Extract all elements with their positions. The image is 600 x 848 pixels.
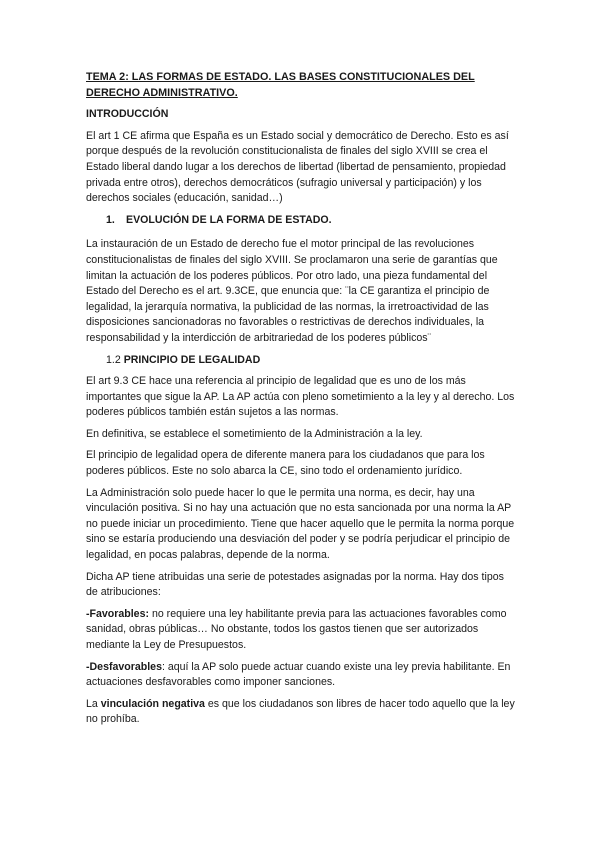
section-1-2-heading (86, 353, 516, 369)
section-1-number: 1. (106, 213, 115, 226)
intro-paragraph: El art 1 CE afirma que España es un Estado social y democrático de Derecho. Esto es así porque después de la revolución constitucionalista de finales del siglo XVIII se crea el Estado liberal dando lugar a los derechos de libertad (libertad de pensamiento, propiedad privada entre otros), derechos democráticos (sufragio universal y participación) y los derechos sociales (educación, sanidad…) (86, 129, 509, 205)
legalidad-paragraph-3: El principio de legalidad opera de diferente manera para los ciudadanos que para los poderes públicos. Este no solo abarca la CE, sino todo el ordenamiento jurídico. (86, 449, 485, 478)
legalidad-paragraph-2: En definitiva, se establece el sometimiento de la Administración a la ley. (86, 427, 423, 440)
section-1-heading (86, 213, 516, 229)
legalidad-paragraph-4: La Administración solo puede hacer lo que le permita una norma, es decir, hay una vinculación positiva. Si no hay una actuación que no esta sancionada por una norma la AP no puede iniciar un procedimiento. Tiene que hacer aquello que le permita la norma porque sino se estaría produciendo una desviación del poder y se podría perjudicar el principio de legalidad, en pocas palabras, depende de la norma. (86, 486, 515, 562)
legalidad-paragraph-1: El art 9.3 CE hace una referencia al principio de legalidad que es uno de los más importantes que sigue la AP. La AP actúa con pleno sometimiento a la ley y al derecho. Los poderes públicos también están sujetos a las normas. (86, 375, 515, 419)
section-1-2-title: PRINCIPIO DE LEGALIDAD (123, 353, 261, 366)
document-title: TEMA 2: LAS FORMAS DE ESTADO. LAS BASES CONSTITUCIONALES DEL DERECHO ADMINISTRATIVO. (86, 71, 475, 99)
favorables-paragraph (86, 607, 516, 654)
vinculacion-negativa-paragraph (86, 697, 516, 728)
section-1-2-number: 1.2 (106, 353, 121, 366)
negativa-text: es que los ciudadanos son libres de hacer todo aquello que la ley no prohíba. (86, 697, 515, 726)
desfavorables-text: : aquí la AP solo puede actuar cuando existe una ley previa habilitante. En actuaciones desfavorables como imponer sanciones. (86, 660, 511, 689)
section-1-paragraph: La instauración de un Estado de derecho fue el motor principal de las revoluciones constitucionalistas de finales del siglo XVIII. Se proclamaron una serie de garantías que limitan la actuación de los poderes públicos. Por otro lado, una pieza fundamental del Estado del Derecho es el art. 9.3CE, que enuncia que: ¨la CE garantiza el principio de legalidad, la jerarquía normativa, la publicidad de las normas, la irretroactividad de las disposiciones sancionadoras no favorables o restrictivas de derechos individuales, la responsabilidad y la interdicción de arbitrariedad de los poderes públicos¨ (86, 238, 498, 344)
favorables-label: -Favorables: (86, 607, 149, 620)
negativa-label: vinculación negativa (100, 697, 205, 710)
legalidad-paragraph-5: Dicha AP tiene atribuidas una serie de potestades asignadas por la norma. Hay dos tipos de atribuciones: (86, 570, 504, 599)
section-1-title: EVOLUCIÓN DE LA FORMA DE ESTADO. (126, 213, 332, 226)
favorables-text: no requiere una ley habilitante previa para las actuaciones favorables como sanidad, obras públicas… No obstante, todos los gastos tienen que ser autorizados mediante la Ley de Presupuestos. (86, 607, 507, 651)
desfavorables-label: -Desfavorables (86, 660, 162, 673)
document-page (86, 70, 516, 728)
intro-heading: INTRODUCCIÓN (86, 108, 169, 121)
negativa-prefix: La (86, 697, 101, 710)
desfavorables-paragraph (86, 660, 516, 691)
